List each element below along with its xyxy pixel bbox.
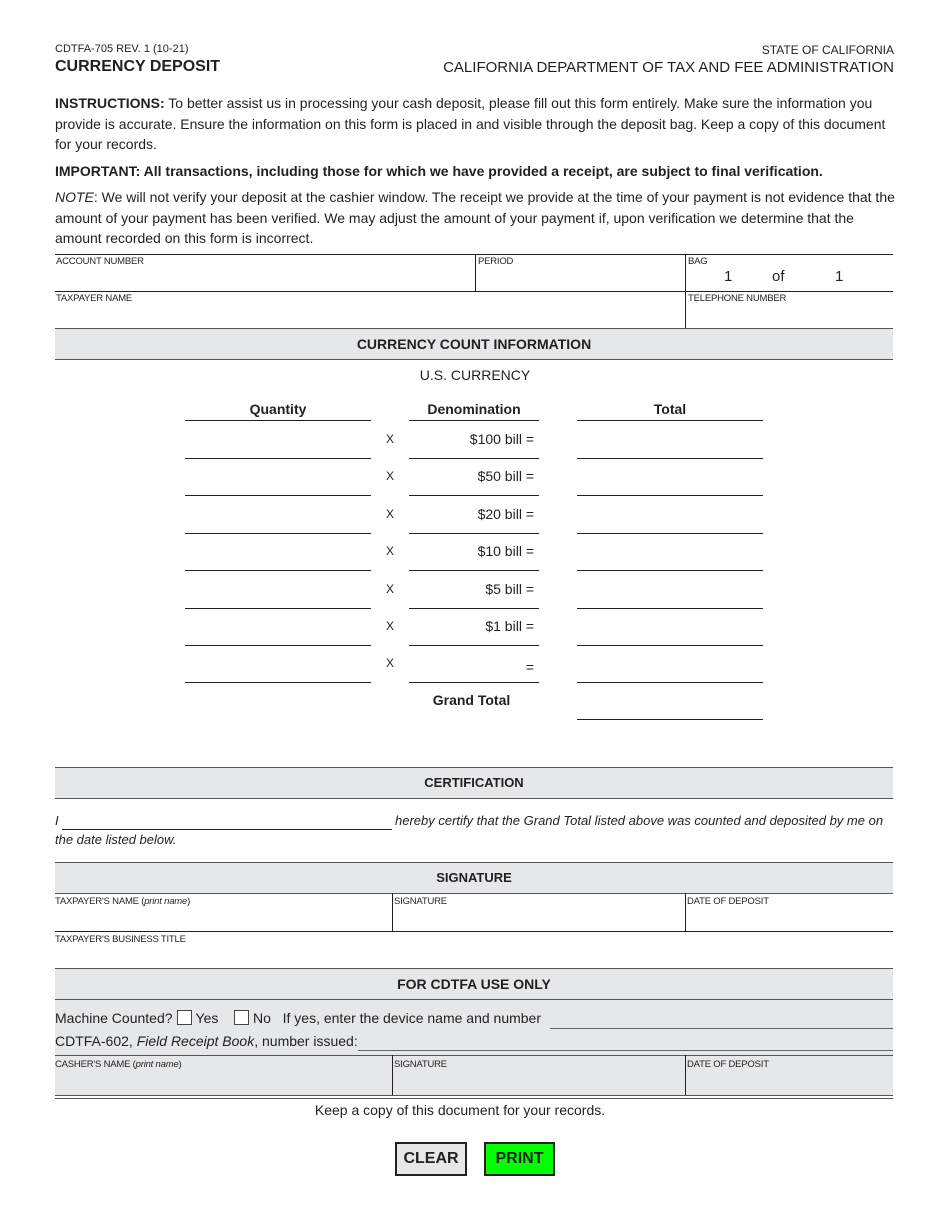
keep-copy-note: Keep a copy of this document for your records. <box>314 1102 606 1118</box>
total-input[interactable] <box>577 618 767 642</box>
cashier-date-input[interactable] <box>688 1071 895 1093</box>
cashier-date-label: DATE OF DEPOSIT <box>687 1059 769 1070</box>
quantity-input[interactable] <box>185 506 375 530</box>
bag-total[interactable]: 1 <box>835 268 844 285</box>
bag-of: of <box>772 268 785 285</box>
taxpayer-name-input[interactable] <box>57 305 685 327</box>
device-input[interactable] <box>552 1008 896 1028</box>
total-input[interactable] <box>577 655 767 679</box>
form-id: CDTFA-705 REV. 1 (10-21) <box>55 43 189 55</box>
denomination-header: Denomination <box>427 401 521 417</box>
period-input[interactable] <box>478 268 685 290</box>
total-input[interactable] <box>577 506 767 530</box>
important-notice: IMPORTANT: All transactions, including those for which we have provided a receipt, are subject to final verification. <box>55 163 823 179</box>
total-input[interactable] <box>577 468 767 492</box>
note-text: : We will not verify your deposit at the cashier window. The receipt we provide at the time of your payment is not evidence that the amount of your payment has been verified. We may adjust the amount of your payment if, upon verification we determine that the amount recorded on this form is incorrect. <box>55 189 895 246</box>
telephone-input[interactable] <box>688 305 895 327</box>
times-sign: X <box>385 432 394 446</box>
certification-header: CERTIFICATION <box>55 767 893 799</box>
account-number-label: ACCOUNT NUMBER <box>56 256 144 267</box>
note <box>55 187 895 249</box>
currency-count-header: CURRENCY COUNT INFORMATION <box>55 328 893 360</box>
agency-name: CALIFORNIA DEPARTMENT OF TAX AND FEE ADMINISTRATION <box>443 59 894 76</box>
state-label: STATE OF CALIFORNIA <box>761 43 894 57</box>
quantity-input[interactable] <box>185 618 375 642</box>
quantity-input[interactable] <box>185 581 375 605</box>
business-title-label: TAXPAYER'S BUSINESS TITLE <box>55 934 186 945</box>
note-label: NOTE <box>55 189 94 205</box>
instructions <box>55 93 895 155</box>
total-input[interactable] <box>577 543 767 567</box>
certify-text-2: the date listed below. <box>55 832 177 847</box>
device-prompt: If yes, enter the device name and number <box>282 1010 541 1026</box>
yes-label: Yes <box>195 1010 219 1026</box>
cashier-signature-input[interactable] <box>395 1071 685 1093</box>
times-sign: X <box>385 581 394 596</box>
business-title-input[interactable] <box>57 946 895 968</box>
receipt-number-input[interactable] <box>360 1031 896 1051</box>
signature-input[interactable] <box>395 908 685 930</box>
times-sign: X <box>385 469 394 484</box>
taxpayer-print-name-input[interactable] <box>57 908 391 930</box>
telephone-label: TELEPHONE NUMBER <box>688 293 787 304</box>
certify-prefix: I <box>55 813 59 828</box>
signature-label: SIGNATURE <box>394 896 447 907</box>
denomination-label: $1 bill = <box>485 618 534 634</box>
cashier-signature-label: SIGNATURE <box>394 1059 447 1070</box>
taxpayer-name-label: TAXPAYER NAME <box>56 293 133 304</box>
instructions-text: To better assist us in processing your cash deposit, please fill out this form entirely. Make sure the information you provide is accurate. Ensure the information on this form is placed in and visible through the deposit bag. Keep a copy of this document for your records. <box>55 95 886 152</box>
grand-total-input[interactable] <box>577 697 767 719</box>
date-of-deposit-label: DATE OF DEPOSIT <box>687 896 769 907</box>
machine-counted-row <box>55 1010 541 1026</box>
taxpayer-print-name-label: TAXPAYER'S NAME (print name) <box>55 896 191 907</box>
quantity-input[interactable] <box>185 655 375 679</box>
total-input[interactable] <box>577 581 767 605</box>
us-currency-label: U.S. CURRENCY <box>419 367 531 383</box>
denomination-label: $5 bill = <box>485 580 534 597</box>
quantity-input[interactable] <box>185 543 375 567</box>
bag-label: BAG <box>688 256 708 267</box>
cdtfa-use-header: FOR CDTFA USE ONLY <box>55 968 893 1000</box>
grand-total-label: Grand Total <box>432 692 511 708</box>
certifier-name-input[interactable] <box>62 810 394 830</box>
times-sign: X <box>385 656 394 671</box>
times-sign: X <box>385 619 394 633</box>
times-sign: X <box>385 506 394 521</box>
receipt-book-label: CDTFA-602, Field Receipt Book, number issued: <box>55 1033 358 1049</box>
quantity-header: Quantity <box>249 401 307 417</box>
form-title: CURRENCY DEPOSIT <box>55 58 221 75</box>
signature-header: SIGNATURE <box>55 862 893 894</box>
denomination-label: $100 bill = <box>469 431 534 447</box>
no-checkbox[interactable] <box>234 1010 249 1025</box>
yes-checkbox[interactable] <box>177 1010 192 1025</box>
denomination-label: $20 bill = <box>477 505 534 522</box>
clear-button[interactable]: CLEAR <box>395 1142 467 1176</box>
denomination-label: = <box>525 659 534 676</box>
quantity-input[interactable] <box>185 431 375 455</box>
total-header: Total <box>653 401 687 417</box>
machine-counted-label: Machine Counted? <box>55 1010 173 1026</box>
total-input[interactable] <box>577 431 767 455</box>
certify-text: hereby certify that the Grand Total listed above was counted and deposited by me on <box>395 813 884 828</box>
print-button[interactable]: PRINT <box>484 1142 555 1176</box>
bag-number[interactable]: 1 <box>724 268 733 285</box>
cashier-name-label: CASHER'S NAME (print name) <box>55 1059 182 1070</box>
instructions-label: INSTRUCTIONS: <box>55 95 165 111</box>
date-of-deposit-input[interactable] <box>688 908 895 930</box>
times-sign: X <box>385 544 394 559</box>
cashier-name-input[interactable] <box>57 1071 391 1093</box>
period-label: PERIOD <box>478 256 514 267</box>
no-label: No <box>253 1010 271 1026</box>
denomination-label: $10 bill = <box>477 543 534 560</box>
account-number-input[interactable] <box>57 268 475 290</box>
quantity-input[interactable] <box>185 468 375 492</box>
denomination-label: $50 bill = <box>477 468 534 485</box>
